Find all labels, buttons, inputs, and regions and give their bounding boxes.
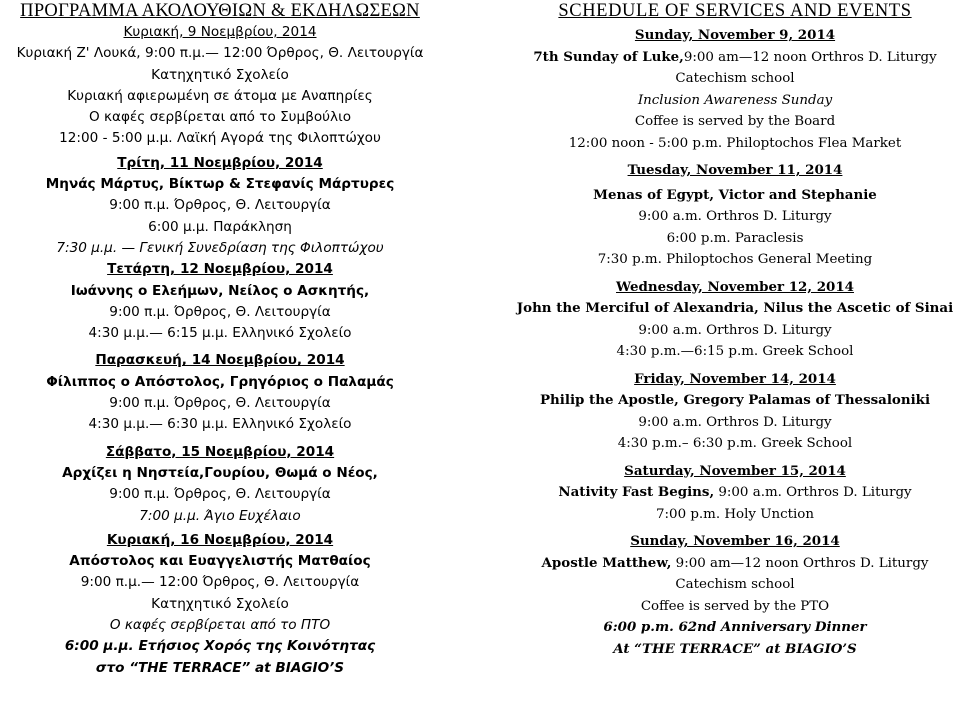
english-day5-line1 (510, 482, 960, 504)
english-day6-line5: At “THE TERRACE” at BIAGIO’S (613, 640, 857, 657)
greek-day1-line4: Ο καφές σερβίρεται από το Συμβούλιο (88, 109, 352, 126)
greek-day6-line4 (0, 636, 440, 657)
greek-day6-dinner-title: Ετήσιος Χορός της Κοινότητας (133, 638, 376, 655)
english-day2-line1: 9:00 a.m. Orthros D. Liturgy (638, 209, 832, 224)
english-day3-line2: 4:30 p.m.—6:15 p.m. Greek School (616, 344, 854, 359)
english-day4-line2: 4:30 p.m.– 6:30 p.m. Greek School (617, 436, 853, 451)
english-day4-date: Friday, November 14, 2014 (634, 370, 836, 387)
greek-day6-line3: Ο καφές σερβίρεται από το ΠΤΟ (109, 617, 331, 634)
greek-day4-line2: 4:30 μ.μ.— 6:30 μ.μ. Ελληνικό Σχολείο (88, 416, 352, 433)
greek-day1-date: Κυριακή, 9 Νοεμβρίου, 2014 (123, 24, 317, 40)
english-day2-saints: Menas of Egypt, Victor and Stephanie (593, 186, 877, 203)
english-day1-feast: 7th Sunday of Luke, (533, 48, 684, 65)
english-day1-line2: Catechism school (675, 71, 795, 86)
english-day6-service: 9:00 am—12 noon Orthros D. Liturgy (671, 555, 929, 571)
greek-day3-line2: 4:30 μ.μ.— 6:15 μ.μ. Ελληνικό Σχολείο (88, 325, 352, 342)
english-day5-fast: Nativity Fast Begins, (558, 484, 715, 500)
greek-title: ΠΡΟΓΡΑΜΜΑ ΑΚΟΛΟΥΘΙΩΝ & ΕΚΔΗΛΩΣΕΩΝ (20, 1, 420, 21)
english-day6-line4: 6:00 p.m. 62nd Anniversary Dinner (603, 619, 867, 635)
english-day6-line1 (510, 553, 960, 575)
greek-day5-line2: 7:00 μ.μ. Άγιο Ευχέλαιο (139, 507, 301, 524)
english-day3-saints: John the Merciful of Alexandria, Nilus the Ascetic of Sinai (516, 300, 954, 316)
greek-day6-date: Κυριακή, 16 Νοεμβρίου, 2014 (106, 531, 334, 548)
greek-day2-date: Τρίτη, 11 Νοεμβρίου, 2014 (117, 154, 323, 171)
english-day1-line1 (510, 47, 960, 69)
english-schedule-column (510, 0, 960, 660)
english-day2-line3: 7:30 p.m. Philoptochos General Meeting (597, 252, 873, 267)
greek-day6-line2: Κατηχητικό Σχολείο (151, 595, 289, 612)
greek-day4-line1: 9:00 π.μ. Όρθρος, Θ. Λειτουργία (109, 395, 331, 412)
english-day2-line2: 6:00 p.m. Paraclesis (666, 230, 804, 246)
greek-day1-line5: 12:00 - 5:00 μ.μ. Λαϊκή Αγορά της Φιλοπτώχου (59, 130, 381, 147)
greek-day1-line2: Κατηχητικό Σχολείο (151, 66, 289, 83)
greek-day6-line5: στο “THE TERRACE” at BIAGIO’S (95, 659, 345, 676)
greek-day2-line3: 7:30 μ.μ. — Γενική Συνεδρίαση της Φιλοπτώχου (56, 239, 384, 256)
english-day1-date: Sunday, November 9, 2014 (634, 27, 836, 43)
greek-day1-line1: Κυριακή Ζ' Λουκά, 9:00 π.μ.— 12:00 Όρθρος, Θ. Λειτουργία (16, 45, 424, 62)
greek-day2-line1: 9:00 π.μ. Όρθρος, Θ. Λειτουργία (109, 197, 331, 214)
english-title: SCHEDULE OF SERVICES AND EVENTS (558, 1, 912, 21)
greek-day5-saints: Αρχίζει η Νηστεία,Γουρίου, Θωμά ο Νέος, (62, 464, 378, 481)
english-day2-date: Tuesday, November 11, 2014 (627, 162, 843, 178)
english-day1-line4: Coffee is served by the Board (634, 114, 836, 129)
english-day1-line3: Inclusion Awareness Sunday (637, 92, 833, 108)
greek-day4-saints: Φίλιππος ο Απόστολος, Γρηγόριος ο Παλαμάς (46, 373, 394, 390)
english-day5-service: 9:00 a.m. Orthros D. Liturgy (714, 485, 912, 500)
english-day6-line2: Catechism school (675, 577, 795, 592)
greek-day3-line1: 9:00 π.μ. Όρθρος, Θ. Λειτουργία (109, 303, 331, 320)
english-day3-line1: 9:00 a.m. Orthros D. Liturgy (638, 322, 832, 338)
greek-day1-line3: Κυριακή αφιερωμένη σε άτομα με Αναπηρίες (67, 87, 373, 104)
greek-day6-dinner-time: 6:00 μ.μ. (64, 638, 134, 655)
greek-day4-date: Παρασκευή, 14 Νοεμβρίου, 2014 (95, 352, 345, 369)
english-day6-line3: Coffee is served by the PTO (640, 598, 830, 614)
greek-day2-line2: 6:00 μ.μ. Παράκληση (148, 218, 292, 235)
english-day1-line5: 12:00 noon - 5:00 p.m. Philoptochos Flea Market (568, 135, 902, 151)
greek-day6-saints: Απόστολος και Ευαγγελιστής Ματθαίος (69, 553, 371, 570)
greek-day3-date: Τετάρτη, 12 Νοεμβρίου, 2014 (107, 261, 333, 278)
english-day3-date: Wednesday, November 12, 2014 (616, 278, 854, 295)
greek-day3-saints: Ιωάννης ο Ελεήμων, Νείλος ο Ασκητής, (70, 282, 370, 299)
english-day6-feast: Apostle Matthew, (541, 554, 672, 571)
english-day5-line2: 7:00 p.m. Holy Unction (656, 506, 814, 522)
greek-day5-date: Σάββατο, 15 Νοεμβρίου, 2014 (105, 443, 335, 460)
greek-day6-line1: 9:00 π.μ.— 12:00 Όρθρος, Θ. Λειτουργία (80, 574, 360, 591)
english-day4-line1: 9:00 a.m. Orthros D. Liturgy (638, 414, 832, 430)
english-day1-service: 9:00 am—12 noon Orthros D. Liturgy (683, 49, 937, 65)
greek-schedule-column (0, 0, 440, 679)
greek-day5-line1: 9:00 π.μ. Όρθρος, Θ. Λειτουργία (109, 486, 331, 503)
greek-day2-saints: Μηνάς Μάρτυς, Βίκτωρ & Στεφανίς Μάρτυρες (45, 176, 395, 193)
english-day6-date: Sunday, November 16, 2014 (630, 533, 840, 549)
english-day4-saints: Philip the Apostle, Gregory Palamas of Thessaloniki (539, 392, 931, 408)
english-day5-date: Saturday, November 15, 2014 (624, 462, 846, 479)
